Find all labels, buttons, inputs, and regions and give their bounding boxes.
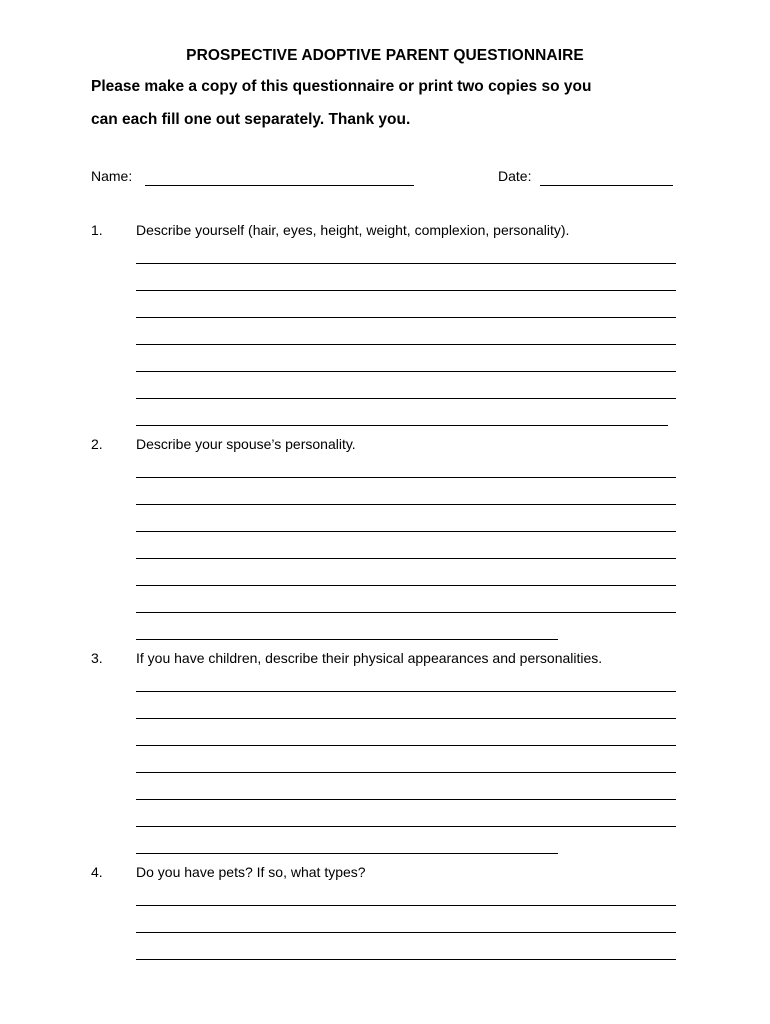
question-2-text: Describe your spouse’s personality. [136, 436, 356, 452]
answer-line[interactable] [136, 317, 676, 318]
question-4-number: 4. [91, 864, 103, 880]
answer-line[interactable] [136, 718, 676, 719]
answer-line[interactable] [136, 585, 676, 586]
answer-line[interactable] [136, 263, 676, 264]
answer-line[interactable] [136, 745, 676, 746]
answer-line[interactable] [136, 799, 676, 800]
answer-line[interactable] [136, 853, 558, 854]
instructions-line-2: can each fill one out separately. Thank you. [91, 111, 411, 128]
answer-line[interactable] [136, 398, 676, 399]
date-label: Date: [498, 168, 532, 184]
answer-line[interactable] [136, 612, 676, 613]
name-field[interactable] [145, 185, 414, 186]
answer-line[interactable] [136, 344, 676, 345]
question-3-text: If you have children, describe their physical appearances and personalities. [136, 650, 603, 666]
question-1-text: Describe yourself (hair, eyes, height, weight, complexion, personality). [136, 222, 570, 238]
instructions-line-1: Please make a copy of this questionnaire or print two copies so you [91, 78, 592, 95]
question-1-number: 1. [91, 222, 103, 238]
answer-line[interactable] [136, 477, 676, 478]
answer-line[interactable] [136, 826, 676, 827]
answer-line[interactable] [136, 425, 668, 426]
answer-line[interactable] [136, 691, 676, 692]
answer-line[interactable] [136, 558, 676, 559]
question-4-text: Do you have pets? If so, what types? [136, 864, 366, 880]
answer-line[interactable] [136, 639, 558, 640]
answer-line[interactable] [136, 371, 676, 372]
answer-line[interactable] [136, 504, 676, 505]
question-3-number: 3. [91, 650, 103, 666]
answer-line[interactable] [136, 772, 676, 773]
name-label: Name: [91, 168, 133, 184]
question-2-number: 2. [91, 436, 103, 452]
answer-line[interactable] [136, 959, 676, 960]
date-field[interactable] [540, 185, 673, 186]
answer-line[interactable] [136, 932, 676, 933]
answer-line[interactable] [136, 290, 676, 291]
page-title: PROSPECTIVE ADOPTIVE PARENT QUESTIONNAIRE [186, 47, 584, 64]
answer-line[interactable] [136, 905, 676, 906]
answer-line[interactable] [136, 531, 676, 532]
